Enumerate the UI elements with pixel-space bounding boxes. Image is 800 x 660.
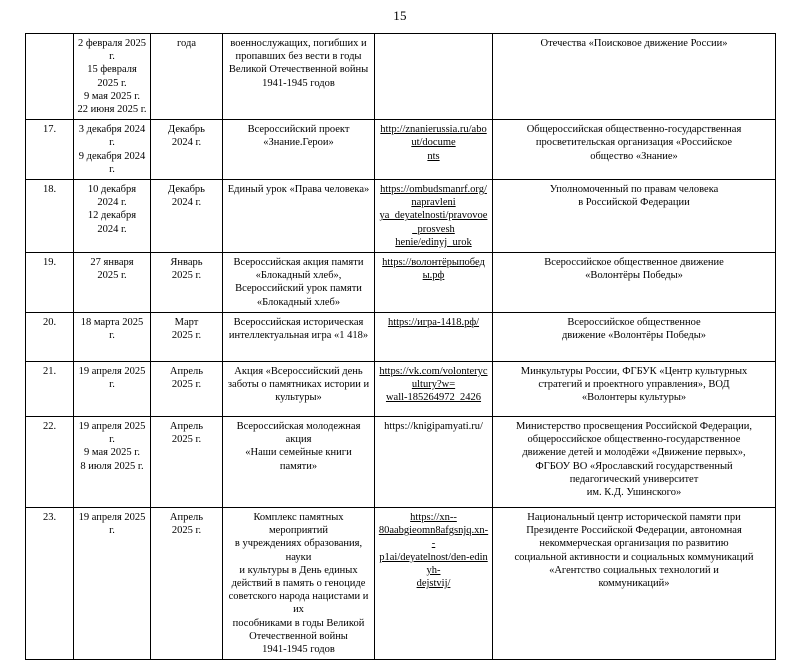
text-line: некоммерческая организация по развитию bbox=[539, 538, 729, 550]
event-link-cell bbox=[375, 34, 493, 120]
event-dates-cell bbox=[74, 180, 151, 253]
table-row bbox=[26, 313, 776, 362]
text-line: Всероссийский урок памяти bbox=[235, 283, 362, 295]
text-line: 1941-1945 годов bbox=[262, 77, 335, 89]
text-line: Январь bbox=[170, 257, 203, 269]
text-line: военнослужащих, погибших и bbox=[230, 38, 367, 49]
event-dates-cell bbox=[74, 313, 151, 362]
event-name-cell bbox=[223, 253, 375, 313]
event-url-link[interactable] bbox=[378, 511, 489, 590]
text-line: 9 декабря 2024 г. bbox=[78, 150, 146, 175]
event-url-link[interactable] bbox=[378, 183, 489, 249]
event-organizer-cell bbox=[493, 362, 776, 417]
text-line: 15 февраля 2025 г. bbox=[87, 64, 137, 89]
url-line: nts bbox=[427, 150, 440, 162]
url-line: https://ombudsmanrf.org/napravleni bbox=[380, 184, 487, 209]
text-line: 2025 г. bbox=[171, 330, 202, 342]
text-line: Министерство просвещения Российской Федерации, bbox=[516, 421, 752, 433]
text-line: «Знание.Герои» bbox=[263, 137, 334, 149]
text-line: Всероссийское общественное bbox=[567, 317, 701, 329]
text-line: 27 января bbox=[90, 257, 134, 269]
table-row bbox=[26, 417, 776, 508]
url-line: p1ai/deyatelnost/den-edinyh- bbox=[379, 551, 488, 576]
row-number-cell: 18. bbox=[26, 180, 74, 253]
url-line: dejstvij/ bbox=[416, 578, 451, 590]
text-line: «Наши семейные книги памяти» bbox=[245, 447, 352, 472]
text-line: 19 апреля 2025 г. bbox=[78, 366, 146, 391]
table-row bbox=[26, 508, 776, 660]
url-line: 80aabgieomn8afgsnjq.xn-- bbox=[378, 525, 489, 550]
text-line: Комплекс памятных мероприятий bbox=[253, 512, 344, 537]
text-line: 2024 г. bbox=[171, 197, 202, 209]
text-line: ФГБОУ ВО «Ярославский государственный bbox=[535, 460, 733, 472]
table-row bbox=[26, 34, 776, 120]
text-line: движение «Волонтёры Победы» bbox=[561, 330, 707, 342]
text-line: движение детей и молодёжи «Движение первых», bbox=[522, 447, 746, 459]
text-line: пропавших без вести в годы bbox=[235, 51, 362, 63]
event-link-cell bbox=[375, 253, 493, 313]
event-organizer-cell bbox=[493, 253, 776, 313]
text-line: и культуры в День единых bbox=[239, 564, 358, 576]
event-organizer-cell bbox=[493, 313, 776, 362]
event-name-cell bbox=[223, 34, 375, 120]
text-line: Всероссийское общественное движение bbox=[544, 257, 724, 269]
text-line: педагогический университет bbox=[569, 473, 699, 485]
text-line: интеллектуальная игра «1 418» bbox=[228, 330, 369, 342]
text-line: 10 декабря 2024 г. bbox=[87, 184, 137, 209]
url-line: https://волонтёрыпобеды.рф bbox=[382, 257, 485, 282]
event-organizer-cell bbox=[493, 120, 776, 180]
text-line: Отечества «Поисковое движение России» bbox=[540, 38, 728, 49]
text-line: «Блокадный хлеб», bbox=[255, 270, 342, 282]
event-dates-cell bbox=[74, 362, 151, 417]
event-dates-cell bbox=[74, 417, 151, 508]
text-line: в Российской Федерации bbox=[578, 197, 690, 209]
text-line: Всероссийская акция памяти bbox=[233, 257, 364, 269]
text-line: 2 февраля 2025 г. bbox=[78, 38, 146, 63]
text-line: Декабрь bbox=[168, 124, 205, 136]
event-dates-cell bbox=[74, 253, 151, 313]
event-month-cell bbox=[151, 34, 223, 120]
event-link-cell bbox=[375, 417, 493, 508]
event-organizer-cell bbox=[493, 417, 776, 508]
event-name-cell bbox=[223, 508, 375, 660]
url-line: wall-185264972_2426 bbox=[385, 392, 482, 404]
text-line: Всероссийский проект bbox=[247, 124, 350, 136]
event-link-cell bbox=[375, 508, 493, 660]
text-line: Национальный центр исторической памяти при bbox=[527, 512, 741, 524]
text-line: «Агентство социальных технологий и bbox=[549, 564, 719, 576]
event-link-cell bbox=[375, 362, 493, 417]
url-line: henie/edinyj_urok bbox=[395, 236, 472, 248]
event-url-link[interactable] bbox=[378, 365, 489, 405]
text-line: Апрель bbox=[169, 512, 204, 524]
url-line: ya_deyatelnosti/pravovoe_prosvesh bbox=[379, 210, 488, 235]
text-line: общероссийское общественно-государственное bbox=[527, 434, 741, 446]
table-row bbox=[26, 362, 776, 417]
event-month-cell bbox=[151, 508, 223, 660]
event-link-cell bbox=[375, 120, 493, 180]
event-month-cell bbox=[151, 417, 223, 508]
url-line: https://knigipamyati.ru/ bbox=[384, 421, 483, 433]
text-line: 9 мая 2025 г. bbox=[84, 447, 140, 459]
event-month-cell bbox=[151, 180, 223, 253]
text-line: 19 апреля 2025 г. bbox=[78, 512, 146, 537]
event-month-cell bbox=[151, 120, 223, 180]
text-line: Уполномоченный по правам человека bbox=[549, 184, 719, 196]
event-month-cell bbox=[151, 362, 223, 417]
text-line: им. К.Д. Ушинского» bbox=[586, 487, 682, 499]
text-line: 2025 г. bbox=[171, 379, 202, 391]
row-number-cell: 22. bbox=[26, 417, 74, 508]
text-line: Всероссийская молодежная акция bbox=[236, 421, 361, 446]
text-line: Март bbox=[174, 317, 199, 329]
text-line: советского народа нацистами и их bbox=[228, 591, 369, 616]
text-line: Апрель bbox=[169, 366, 204, 378]
event-organizer-cell bbox=[493, 180, 776, 253]
event-name-cell bbox=[223, 417, 375, 508]
text-line: 22 июня 2025 г. bbox=[77, 104, 147, 116]
row-number-cell: 20. bbox=[26, 313, 74, 362]
text-line: 19 апреля 2025 г. bbox=[78, 421, 146, 446]
event-organizer-cell bbox=[493, 508, 776, 660]
text-line: «Блокадный хлеб» bbox=[256, 296, 341, 308]
text-line: Декабрь bbox=[168, 184, 205, 196]
event-name-cell bbox=[223, 313, 375, 362]
text-line: 2025 г. bbox=[171, 270, 202, 282]
text-line: 12 декабря 2024 г. bbox=[87, 210, 137, 235]
event-month-cell bbox=[151, 253, 223, 313]
event-name-cell bbox=[223, 362, 375, 417]
text-line: 3 декабря 2024 г. bbox=[78, 124, 146, 149]
text-line: стратегий и проектного управления», ВОД bbox=[538, 379, 730, 391]
text-line: Акция «Всероссийский день bbox=[234, 366, 363, 378]
row-number-cell: 19. bbox=[26, 253, 74, 313]
row-number-cell: 21. bbox=[26, 362, 74, 417]
url-line: http://znanierussia.ru/about/docume bbox=[380, 124, 487, 149]
text-line: «Волонтёры Победы» bbox=[585, 270, 683, 282]
event-dates-cell bbox=[74, 34, 151, 120]
event-url-link[interactable] bbox=[378, 123, 489, 163]
url-line: https://игра-1418.рф/ bbox=[387, 317, 480, 329]
text-line: просветительская организация «Российское bbox=[535, 137, 733, 149]
text-line: заботы о памятниках истории и bbox=[227, 379, 370, 391]
text-line: действий в память о геноциде bbox=[231, 578, 366, 590]
text-line: 2025 г. bbox=[171, 434, 202, 446]
text-line: культуры» bbox=[275, 392, 322, 404]
text-line: 2025 г. bbox=[97, 270, 127, 282]
text-line: Всероссийская историческая bbox=[233, 317, 364, 329]
row-number-cell bbox=[26, 34, 74, 120]
row-number-cell: 23. bbox=[26, 508, 74, 660]
text-line: Апрель bbox=[169, 421, 204, 433]
text-line: 2025 г. bbox=[171, 525, 202, 537]
text-line: в учреждениях образования, науки bbox=[234, 538, 363, 563]
row-number-cell: 17. bbox=[26, 120, 74, 180]
event-link-cell bbox=[375, 313, 493, 362]
text-line: Президенте Российской Федерации, автономная bbox=[526, 525, 742, 537]
text-line: Великой Отечественной войны bbox=[228, 64, 369, 76]
text-line: года bbox=[177, 38, 196, 49]
text-line: 1941-1945 годов bbox=[262, 644, 335, 656]
url-line: https://vk.com/volonterycultury?w= bbox=[379, 366, 488, 391]
event-url-link[interactable] bbox=[378, 316, 489, 329]
table-row bbox=[26, 180, 776, 253]
text-line: 18 марта 2025 г. bbox=[80, 317, 144, 342]
event-dates-cell bbox=[74, 120, 151, 180]
event-month-cell bbox=[151, 313, 223, 362]
text-line: общество «Знание» bbox=[590, 150, 678, 162]
text-line: Единый урок «Права человека» bbox=[227, 184, 370, 196]
text-line: 9 мая 2025 г. bbox=[84, 90, 140, 102]
text-line: социальной активности и социальных коммуникаций bbox=[514, 551, 754, 563]
text-line: Отечественной войны bbox=[249, 630, 348, 642]
event-organizer-cell bbox=[493, 34, 776, 120]
event-name-cell bbox=[223, 120, 375, 180]
text-line: пособниками в годы Великой bbox=[232, 617, 365, 629]
event-url-link[interactable] bbox=[378, 420, 489, 433]
table-row bbox=[26, 120, 776, 180]
page-number: 15 bbox=[393, 8, 407, 23]
table-row bbox=[26, 253, 776, 313]
text-line: 8 июля 2025 г. bbox=[80, 460, 144, 472]
text-line: коммуникаций» bbox=[598, 578, 670, 590]
text-line: Минкультуры России, ФГБУК «Центр культурных bbox=[520, 366, 748, 378]
event-link-cell bbox=[375, 180, 493, 253]
event-url-link[interactable] bbox=[378, 256, 489, 282]
text-line: 2024 г. bbox=[171, 137, 202, 149]
text-line: «Волонтеры культуры» bbox=[581, 392, 687, 404]
url-line: https://xn-- bbox=[410, 512, 457, 524]
text-line: Общероссийская общественно-государственная bbox=[526, 124, 742, 136]
event-name-cell bbox=[223, 180, 375, 253]
event-dates-cell bbox=[74, 508, 151, 660]
